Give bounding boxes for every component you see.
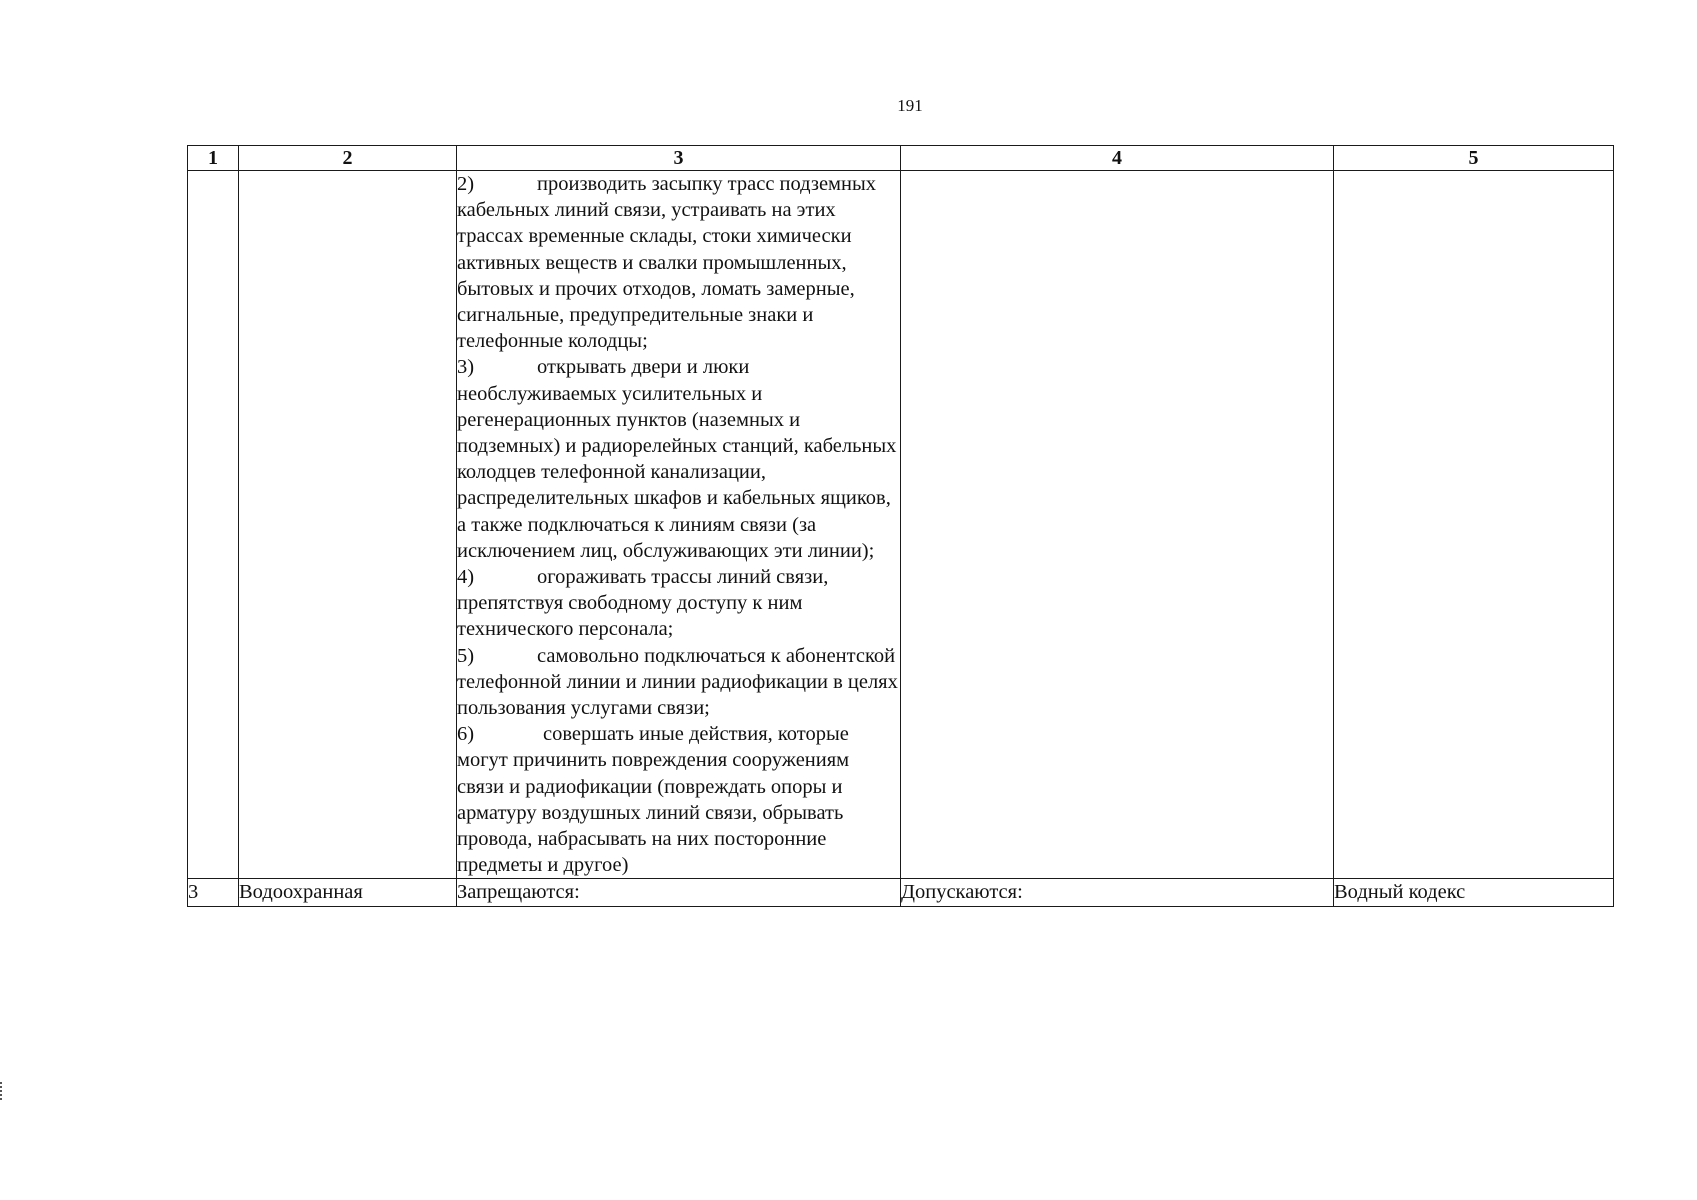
zone-name-cell: Водоохранная	[239, 879, 457, 906]
list-item	[457, 643, 900, 722]
table-row	[188, 171, 1614, 879]
page-number: 191	[897, 96, 923, 115]
list-item-text: необслуживаемых усилительных и регенерационных пунктов (наземных и подземных) и радиорелейных станций, кабельных колодцев телефонной канализации, распределительных шкафов и кабельных ящиков, а также подключаться к линиям связи (за исключением лиц, обслуживающих эти линии);	[457, 382, 897, 562]
list-item	[457, 564, 900, 643]
list-item-first-line: огораживать трассы линий связи,	[537, 566, 829, 589]
list-item	[457, 721, 900, 878]
list-item	[457, 171, 900, 354]
list-item-text: препятствуя свободному доступу к ним технического персонала;	[457, 592, 803, 641]
list-item-number: 2)	[457, 173, 475, 195]
table-cell	[1334, 171, 1614, 879]
list-item-number: 4)	[457, 566, 475, 589]
legal-basis-cell: Водный кодекс	[1334, 879, 1614, 906]
list-item-first-line: самовольно подключаться к	[537, 644, 781, 667]
prohibited-cell: Запрещаются:	[457, 879, 901, 906]
restrictions-list-cell	[457, 171, 901, 879]
allowed-cell: Допускаются:	[901, 879, 1334, 906]
list-item-text: абонентской телефонной линии и линии радиофикации в целях пользования услугами связи;	[457, 644, 898, 720]
column-header-1: 1	[188, 146, 239, 171]
scan-artifact	[0, 1082, 5, 1100]
list-item-text: которые могут причинить повреждения сооружениям связи и радиофикации (повреждать опоры и арматуру воздушных линий связи, обрывать провода, набрасывать на них посторонние предметы и другое)	[457, 723, 850, 877]
list-item-number: 6)	[457, 723, 475, 746]
column-header-4: 4	[901, 146, 1334, 171]
table-header-row	[188, 146, 1614, 171]
list-item-text: подземных кабельных линий связи, устраивать на этих трассах временные склады, стоки химически активных веществ и свалки промышленных, бытовых и прочих отходов, ломать замерные, сигнальные, предупредительные знаки и телефонные колодцы;	[457, 173, 877, 353]
table-row	[188, 879, 1614, 906]
list-item-first-line: производить засыпку трасс	[537, 173, 775, 195]
list-item-first-line: совершать иные действия,	[543, 723, 773, 746]
column-header-5: 5	[1334, 146, 1614, 171]
table-cell	[239, 171, 457, 879]
list-item-first-line: открывать двери и люки	[537, 356, 750, 379]
column-header-2: 2	[239, 146, 457, 171]
table-cell	[901, 171, 1334, 879]
list-item-number: 5)	[457, 644, 475, 667]
column-header-3: 3	[457, 146, 901, 171]
row-number-cell: 3	[188, 879, 239, 906]
list-item-number: 3)	[457, 356, 475, 379]
zone-restrictions-table	[187, 145, 1614, 907]
list-item	[457, 354, 900, 564]
table-cell	[188, 171, 239, 879]
